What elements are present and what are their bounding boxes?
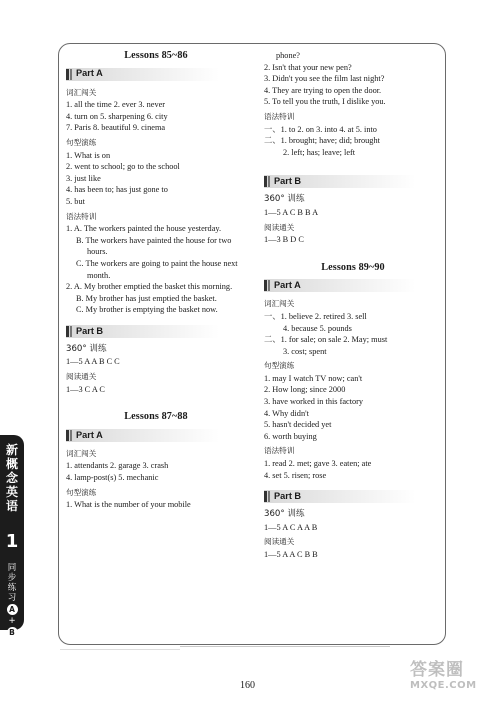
page-number: 160 [240, 680, 255, 691]
part-a-header [264, 279, 442, 292]
plus-sign: + [8, 616, 16, 626]
part-marker-icon [66, 326, 69, 337]
answer-line: 1—3 C A C [66, 384, 105, 394]
part-label: Part A [274, 280, 301, 291]
part-label: Part A [76, 68, 103, 79]
part-a-header [66, 429, 246, 442]
watermark-logo [410, 660, 498, 700]
answer-line: 4. turn on 5. sharpening 6. city [66, 111, 168, 121]
section-heading-grammar: 语法特训 [264, 111, 295, 121]
section-heading-reading: 阅读通关 [264, 222, 295, 232]
subtitle-char: 步 [7, 573, 17, 583]
part-marker-icon [66, 69, 69, 80]
section-heading-360: 360° 训练 [66, 343, 107, 354]
part-label: Part A [76, 429, 103, 440]
answer-line: 7. Paris 8. beautiful 9. cinema [66, 123, 166, 133]
answer-line: 1. all the time 2. ever 3. never [66, 100, 166, 110]
title-char: 语 [5, 499, 18, 513]
answer-line: 2. Isn't that your new pen? [264, 62, 352, 72]
section-heading-vocab: 词汇闯关 [264, 299, 295, 309]
answer-line: 3. just like [66, 173, 101, 183]
answer-line: 5. To tell you the truth, I dislike you. [264, 97, 386, 107]
answer-line: 2. A. My brother emptied the basket this morning. [66, 282, 233, 292]
answer-line: 1. What is on [66, 150, 111, 160]
subtitle-char: 习 [7, 593, 17, 603]
answer-line: 4. They are trying to open the door. [264, 85, 382, 95]
part-marker-icon [66, 430, 69, 441]
answer-line: phone? [276, 51, 300, 60]
answer-line: 一、1. believe 2. retired 3. sell [264, 311, 367, 321]
answer-line: 3. have worked in this factory [264, 397, 364, 407]
part-label: Part B [76, 325, 104, 336]
part-marker-icon [268, 176, 270, 187]
badge-a-icon: A [7, 604, 18, 615]
book-series-tab [0, 435, 24, 637]
answer-line: 3. Didn't you see the film last night? [264, 74, 385, 84]
part-marker-icon [70, 69, 72, 80]
answer-line: 一、1. to 2. on 3. into 4. at 5. into [264, 124, 377, 134]
answer-line: 5. hasn't decided yet [264, 420, 332, 430]
part-b-header [264, 490, 442, 503]
answer-line: 1—3 B D C [264, 235, 304, 245]
answer-line: 3. cost; spent [283, 346, 327, 356]
answer-line: 1—5 A C B B A [264, 207, 319, 217]
answer-line: 1—5 A C A A B [264, 522, 318, 532]
answer-line: 4. has been to; has just gone to [66, 185, 168, 195]
answer-line: 4. Why didn't [264, 408, 309, 418]
answer-line: 1. attendants 2. garage 3. crash [66, 461, 169, 471]
section-heading-sentence: 句型演练 [66, 487, 97, 497]
answer-line: 4. because 5. pounds [283, 323, 352, 333]
answer-line: 1. may I watch TV now; can't [264, 373, 363, 383]
watermark-url: MXQE.COM [410, 680, 477, 691]
answer-line: 1—5 A A C B B [264, 550, 318, 559]
answer-line: 4. set 5. risen; rose [264, 470, 327, 480]
part-b-header [66, 325, 246, 338]
answer-line: 二、1. for sale; on sale 2. May; must [264, 335, 388, 345]
series-subtitle [4, 563, 20, 639]
badge-b-icon: B [7, 627, 18, 638]
section-heading-grammar: 语法特训 [264, 446, 295, 456]
answer-line: 1—5 A A B C C [66, 357, 120, 367]
watermark-text: 答案圈 [410, 660, 464, 680]
lesson-title-85-86: Lessons 85~86 [124, 50, 188, 61]
part-marker-icon [268, 491, 270, 502]
part-label: Part B [274, 490, 302, 501]
answer-line: B. The workers have painted the house for two hours. [76, 235, 232, 257]
section-heading-sentence: 句型演练 [66, 137, 97, 147]
title-char: 新 [5, 443, 18, 457]
answer-line: 5. but [66, 196, 85, 206]
answer-line: C. My brother is emptying the basket now. [76, 305, 218, 315]
answer-line: 2. How long; since 2000 [264, 385, 346, 395]
section-heading-grammar: 语法特训 [66, 211, 97, 221]
title-char: 英 [5, 485, 18, 499]
part-marker-icon [264, 280, 267, 291]
answer-line: 二、1. brought; have; did; brought [264, 136, 380, 146]
section-heading-360: 360° 训练 [264, 194, 305, 205]
section-heading-360: 360° 训练 [264, 509, 305, 520]
part-b-header [264, 175, 442, 188]
subtitle-char: 同 [7, 563, 17, 573]
answer-line: 2. left; has; leave; left [283, 147, 356, 157]
answer-line: C. The workers are going to paint the house next month. [76, 258, 238, 280]
left-column [66, 50, 246, 511]
title-char: 概 [5, 457, 18, 471]
lesson-title-87-88: Lessons 87~88 [124, 411, 188, 423]
part-marker-icon [70, 326, 72, 337]
part-marker-icon [264, 491, 267, 502]
answer-line: 2. went to school; go to the school [66, 162, 180, 172]
answer-line: B. My brother has just emptied the basket. [76, 293, 217, 303]
part-a-header [66, 68, 246, 81]
part-marker-icon [70, 430, 72, 441]
section-heading-vocab: 词汇闯关 [66, 448, 97, 458]
answer-line: 4. lamp-post(s) 5. mechanic [66, 473, 159, 483]
faint-scan-line [180, 646, 390, 647]
part-label: Part B [274, 176, 302, 187]
volume-number: 1 [5, 531, 19, 552]
right-column [264, 50, 442, 561]
answer-line: 1. A. The workers painted the house yesterday. [66, 224, 222, 234]
answer-line: 6. worth buying [264, 431, 317, 441]
answer-line: 1. read 2. met; gave 3. eaten; ate [264, 459, 372, 469]
title-char: 念 [5, 471, 18, 485]
section-heading-reading: 阅读通关 [264, 537, 295, 547]
subtitle-char: 练 [7, 583, 17, 593]
section-heading-vocab: 词汇闯关 [66, 87, 97, 97]
part-marker-icon [264, 176, 267, 187]
section-heading-reading: 阅读通关 [66, 372, 97, 382]
answer-line: 1. What is the number of your mobile [66, 500, 191, 510]
lesson-title-89-90: Lessons 89~90 [321, 261, 385, 273]
series-title [4, 443, 20, 513]
faint-scan-line [60, 649, 180, 650]
section-heading-sentence: 句型演练 [264, 361, 295, 371]
part-marker-icon [268, 280, 270, 291]
